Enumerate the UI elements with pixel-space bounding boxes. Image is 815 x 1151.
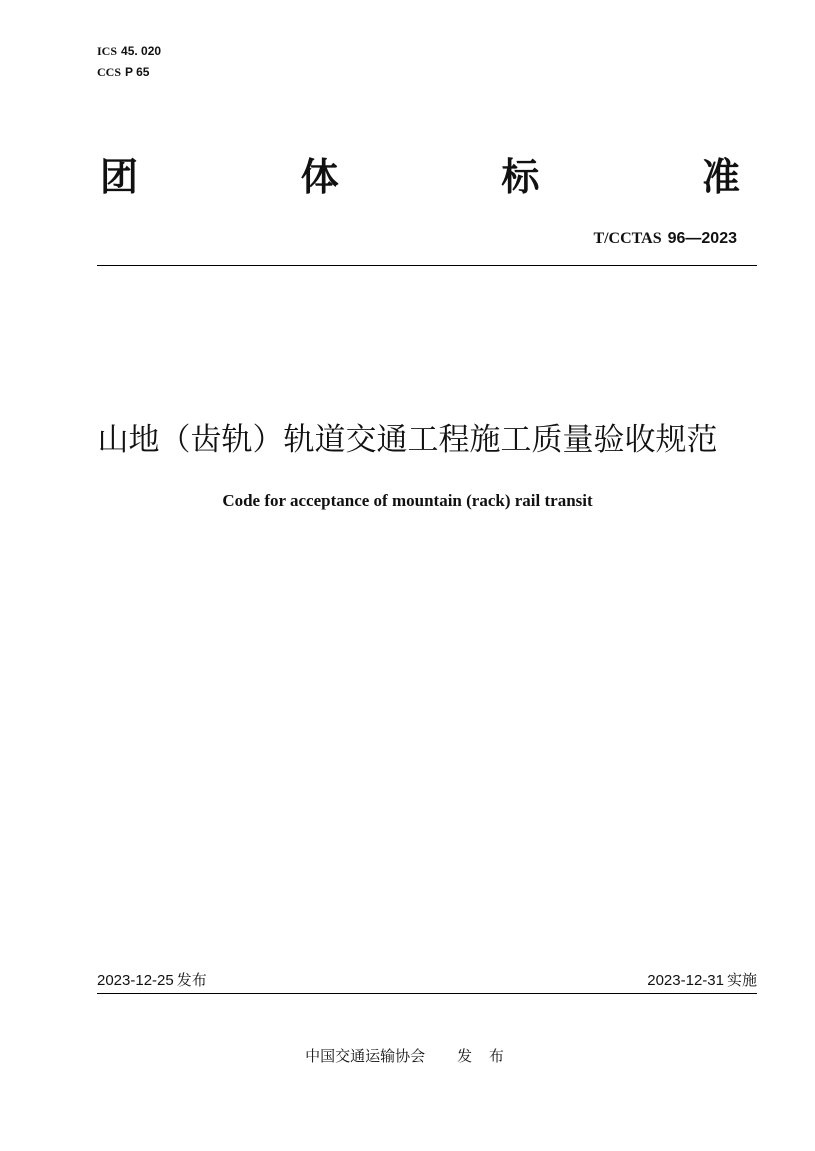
standard-type-char: 体	[300, 155, 339, 199]
ics-classification	[97, 43, 161, 59]
implementation-date-value: 2023-12-31	[647, 972, 724, 989]
standard-type-char: 标	[501, 155, 540, 199]
ccs-value: P 65	[125, 65, 150, 79]
issue-date-value: 2023-12-25	[97, 972, 174, 989]
document-title-english: Code for acceptance of mountain (rack) rail transit	[222, 491, 593, 510]
implementation-date-label: 实施	[726, 971, 757, 989]
standard-type-char: 团	[100, 155, 139, 199]
standard-type-heading	[100, 152, 740, 202]
bottom-divider	[97, 993, 757, 994]
standard-number-value: 96—2023	[667, 230, 737, 247]
implementation-date	[647, 970, 757, 991]
document-title-chinese: 山地（齿轨）轨道交通工程施工质量验收规范	[97, 422, 718, 458]
ics-value: 45. 020	[121, 44, 162, 58]
ccs-label: CCS	[97, 65, 122, 79]
standard-number-prefix: T/CCTAS	[593, 230, 662, 247]
top-divider	[97, 265, 757, 266]
issue-date-label: 发布	[176, 971, 207, 989]
standard-type-char: 准	[701, 155, 740, 199]
issue-date	[97, 970, 207, 991]
publisher-action: 发 布	[457, 1047, 510, 1065]
publisher-org: 中国交通运输协会	[305, 1047, 426, 1065]
publisher	[0, 1046, 815, 1066]
standard-number	[593, 228, 737, 248]
ics-label: ICS	[97, 44, 118, 58]
ccs-classification	[97, 64, 149, 80]
